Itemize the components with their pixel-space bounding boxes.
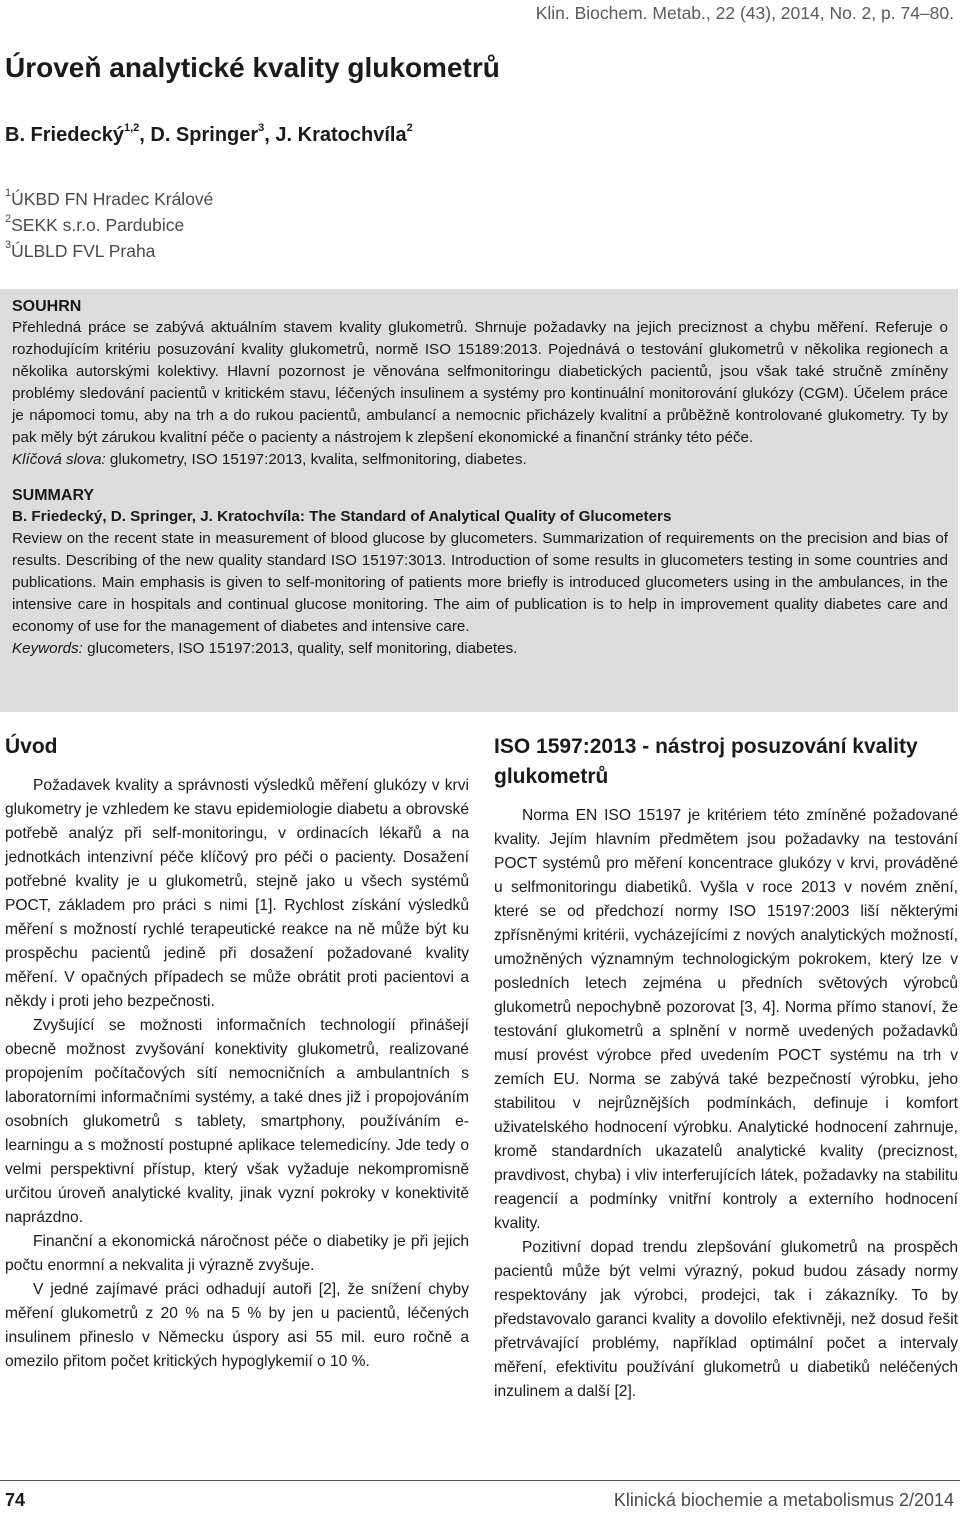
body-paragraph: Pozitivní dopad trendu zlepšování glukometrů na prospěch pacientů může být velmi výrazný, pokud budou zásady normy respektovány jak výrobci, prodejci, tak i zákazníky. To by představovalo garanci kvality a dovolilo efektivněji, než dosud řešit přetrvávající problémy, například optimální počet a intervaly měření, efektivitu používání glukometrů u diabetiků neléčených inzulinem a další [2]. (494, 1239, 958, 1400)
affiliation-mark: 1 (5, 187, 12, 200)
left-column (5, 732, 469, 1374)
author-affiliation-mark: 3 (258, 122, 265, 135)
klicova-slova (12, 449, 948, 471)
article-title: Úroveň analytické kvality glukometrů (5, 52, 500, 83)
author-separator: , (264, 124, 276, 146)
keywords-text: glucometers, ISO 15197:2013, quality, self monitoring, diabetes. (82, 640, 518, 657)
author-name: B. Friedecký (5, 124, 124, 146)
summary-title: B. Friedecký, D. Springer, J. Kratochvíla: The Standard of Analytical Quality of Glucometers (12, 508, 672, 525)
summary-text: Review on the recent state in measurement of blood glucose by glucometers. Summarization of requirements on the precision and bias of results. Describing of the new quality standard ISO 15197:3013. Introduction of some results in glucometers testing in some countries and publications. Main emphasis is given to self-monitoring of patients more briefly is introduced glucometers using in the ambulances, in the intensive care in hospitals and continual glucose monitoring. The aim of publication is to help in improvement quality diabetes care and economy of use for the management of diabetes and intensive care. (12, 530, 948, 635)
affiliation-text: ÚKBD FN Hradec Králové (11, 189, 214, 209)
author-name: J. Kratochvíla (275, 124, 407, 146)
klicova-slova-label: Klíčová slova: (12, 451, 106, 468)
author-separator: , (139, 124, 151, 146)
section-heading-uvod: Úvod (5, 735, 58, 758)
author-affiliation-mark: 1,2 (123, 122, 140, 135)
affiliation (5, 238, 213, 264)
keywords (12, 638, 948, 660)
keywords-label: Keywords: (12, 640, 83, 657)
section-heading-iso: ISO 1597:2013 - nástroj posuzování kvality glukometrů (494, 735, 918, 788)
body-paragraph: V jedné zajímavé práci odhadují autoři [2], že snížení chyby měření glukometrů z 20 % na 5 % by jen u pacientů, léčených insulinem přineslo v Německu úspory asi 55 mil. euro ročně a omezilo přitom počet kritických hypoglykemií o 10 %. (5, 1281, 469, 1370)
author-affiliation-mark: 2 (406, 122, 413, 135)
page-number: 74 (5, 1490, 26, 1510)
author-list (5, 124, 413, 147)
footer-journal-name: Klinická biochemie a metabolismus 2/2014 (613, 1490, 954, 1510)
affiliation (5, 186, 213, 212)
affiliation-mark: 3 (5, 239, 12, 252)
footer-divider (0, 1480, 960, 1481)
body-paragraph: Požadavek kvality a správnosti výsledků měření glukózy v krvi glukometry je vzhledem ke stavu epidemiologie diabetu a obrovské potřebě analýz při self-monitoringu, v ordinacích lékařů a na jednotkách intenzivní péče klíčový pro péči o pacienty. Dosažení potřebné kvality je u glukometrů, stejně jako u všech systémů POCT, základem pro práci s nimi [1]. Rychlost získání výsledků měření s možností rychlé terapeutické reakce na ně může být ku prospěchu pacientů jedině při dosažení požadované kvality měření. V opačných případech se může obrátit proti pacientovi a někdy i proti jeho bezpečnosti. (5, 777, 469, 1010)
souhrn-heading: SOUHRN (12, 298, 82, 315)
souhrn-text: Přehledná práce se zabývá aktuálním stavem kvality glukometrů. Shrnuje požadavky na jejich preciznost a chybu měření. Referuje o rozhodujícím kritériu posuzování kvality glukometrů, normě ISO 15189:2013. Pojednává o testování glukometrů v několika regionech a několika autorskými kolektivy. Hlavní pozornost je věnována selfmonitoringu diabetických pacientů, jsou však také stručně zmíněny problémy sledování pacientů v kritickém stavu, léčených insulinem a systémy pro kontinuální monitorování glukózy (CGM). Účelem práce je nápomoci tomu, aby na trh a do rukou pacientů, ambulancí a nemocnic přicházely kvalitní a průběžně kontrolované glukometry. Ty by pak měly být zárukou kvalitní péče o pacienty a nástrojem k zlepšení ekonomické a finanční stránky této péče. (12, 319, 948, 446)
klicova-slova-text: glukometry, ISO 15197:2013, kvalita, selfmonitoring, diabetes. (105, 451, 527, 468)
journal-reference: Klin. Biochem. Metab., 22 (43), 2014, No. 2, p. 74–80. (535, 3, 954, 23)
affiliation-mark: 2 (5, 213, 12, 226)
affiliation-text: ÚLBLD FVL Praha (11, 241, 156, 261)
author-name: D. Springer (150, 124, 259, 146)
summary-heading: SUMMARY (12, 487, 95, 504)
affiliation-list (5, 186, 213, 264)
body-paragraph: Zvyšující se možnosti informačních technologií přinášejí obecně možnost zvyšování konektivity glukometrů, realizované propojením počítačových sítí nemocničních a ambulantních s laboratorními informačními systémy, a také dnes již i propojováním osobních glukometrů s tablety, smartphony, používáním e-learningu a s možností postupné aplikace telemedicíny. Jde tedy o velmi perspektivní přístup, který však vyžaduje nekompromisně určitou úroveň analytické kvality, jinak vyzní pokroky v konektivitě naprázdno. (5, 1017, 469, 1226)
right-column (494, 732, 958, 1404)
body-paragraph: Finanční a ekonomická náročnost péče o diabetiky je při jejich počtu enormní a nekvalita ji výrazně zvyšuje. (5, 1233, 469, 1274)
affiliation-text: SEKK s.r.o. Pardubice (11, 215, 185, 235)
body-paragraph: Norma EN ISO 15197 je kritériem této zmíněné požadované kvality. Jejím hlavním předmětem jsou požadavky na testování POCT systémů pro měření koncentrace glukózy v krvi, prováděné u selfmonitoringu diabetiků. Vyšla v roce 2013 v novém znění, které se od předchozí normy ISO 15197:2003 liší některými zpřísněnými kritérii, vycházejícími z nových analytických možností, umožněných významným technologickým pokrokem, který lze v posledních letech zejména u předních světových výrobců glukometrů nepochybně pozorovat [3, 4]. Norma přímo stanoví, že testování glukometrů a splnění v normě uvedených požadavků musí provést výrobce před uvedením POCT systému na trh v zemích EU. Norma se zabývá také bezpečností výrobku, jeho stabilitou v nejrůznějších podmínkách, definuje i komfort uživatelského hodnocení výrobku. Analytické hodnocení zahrnuje, kromě standardních ukazatelů analytické kvality (preciznost, pravdivost, chyba) i vliv interferujících látek, požadavky na stabilitu reagencií a podmínky vnitřní kontroly a externího hodnocení kvality. (494, 807, 958, 1232)
affiliation (5, 212, 213, 238)
abstract-box (0, 289, 958, 712)
